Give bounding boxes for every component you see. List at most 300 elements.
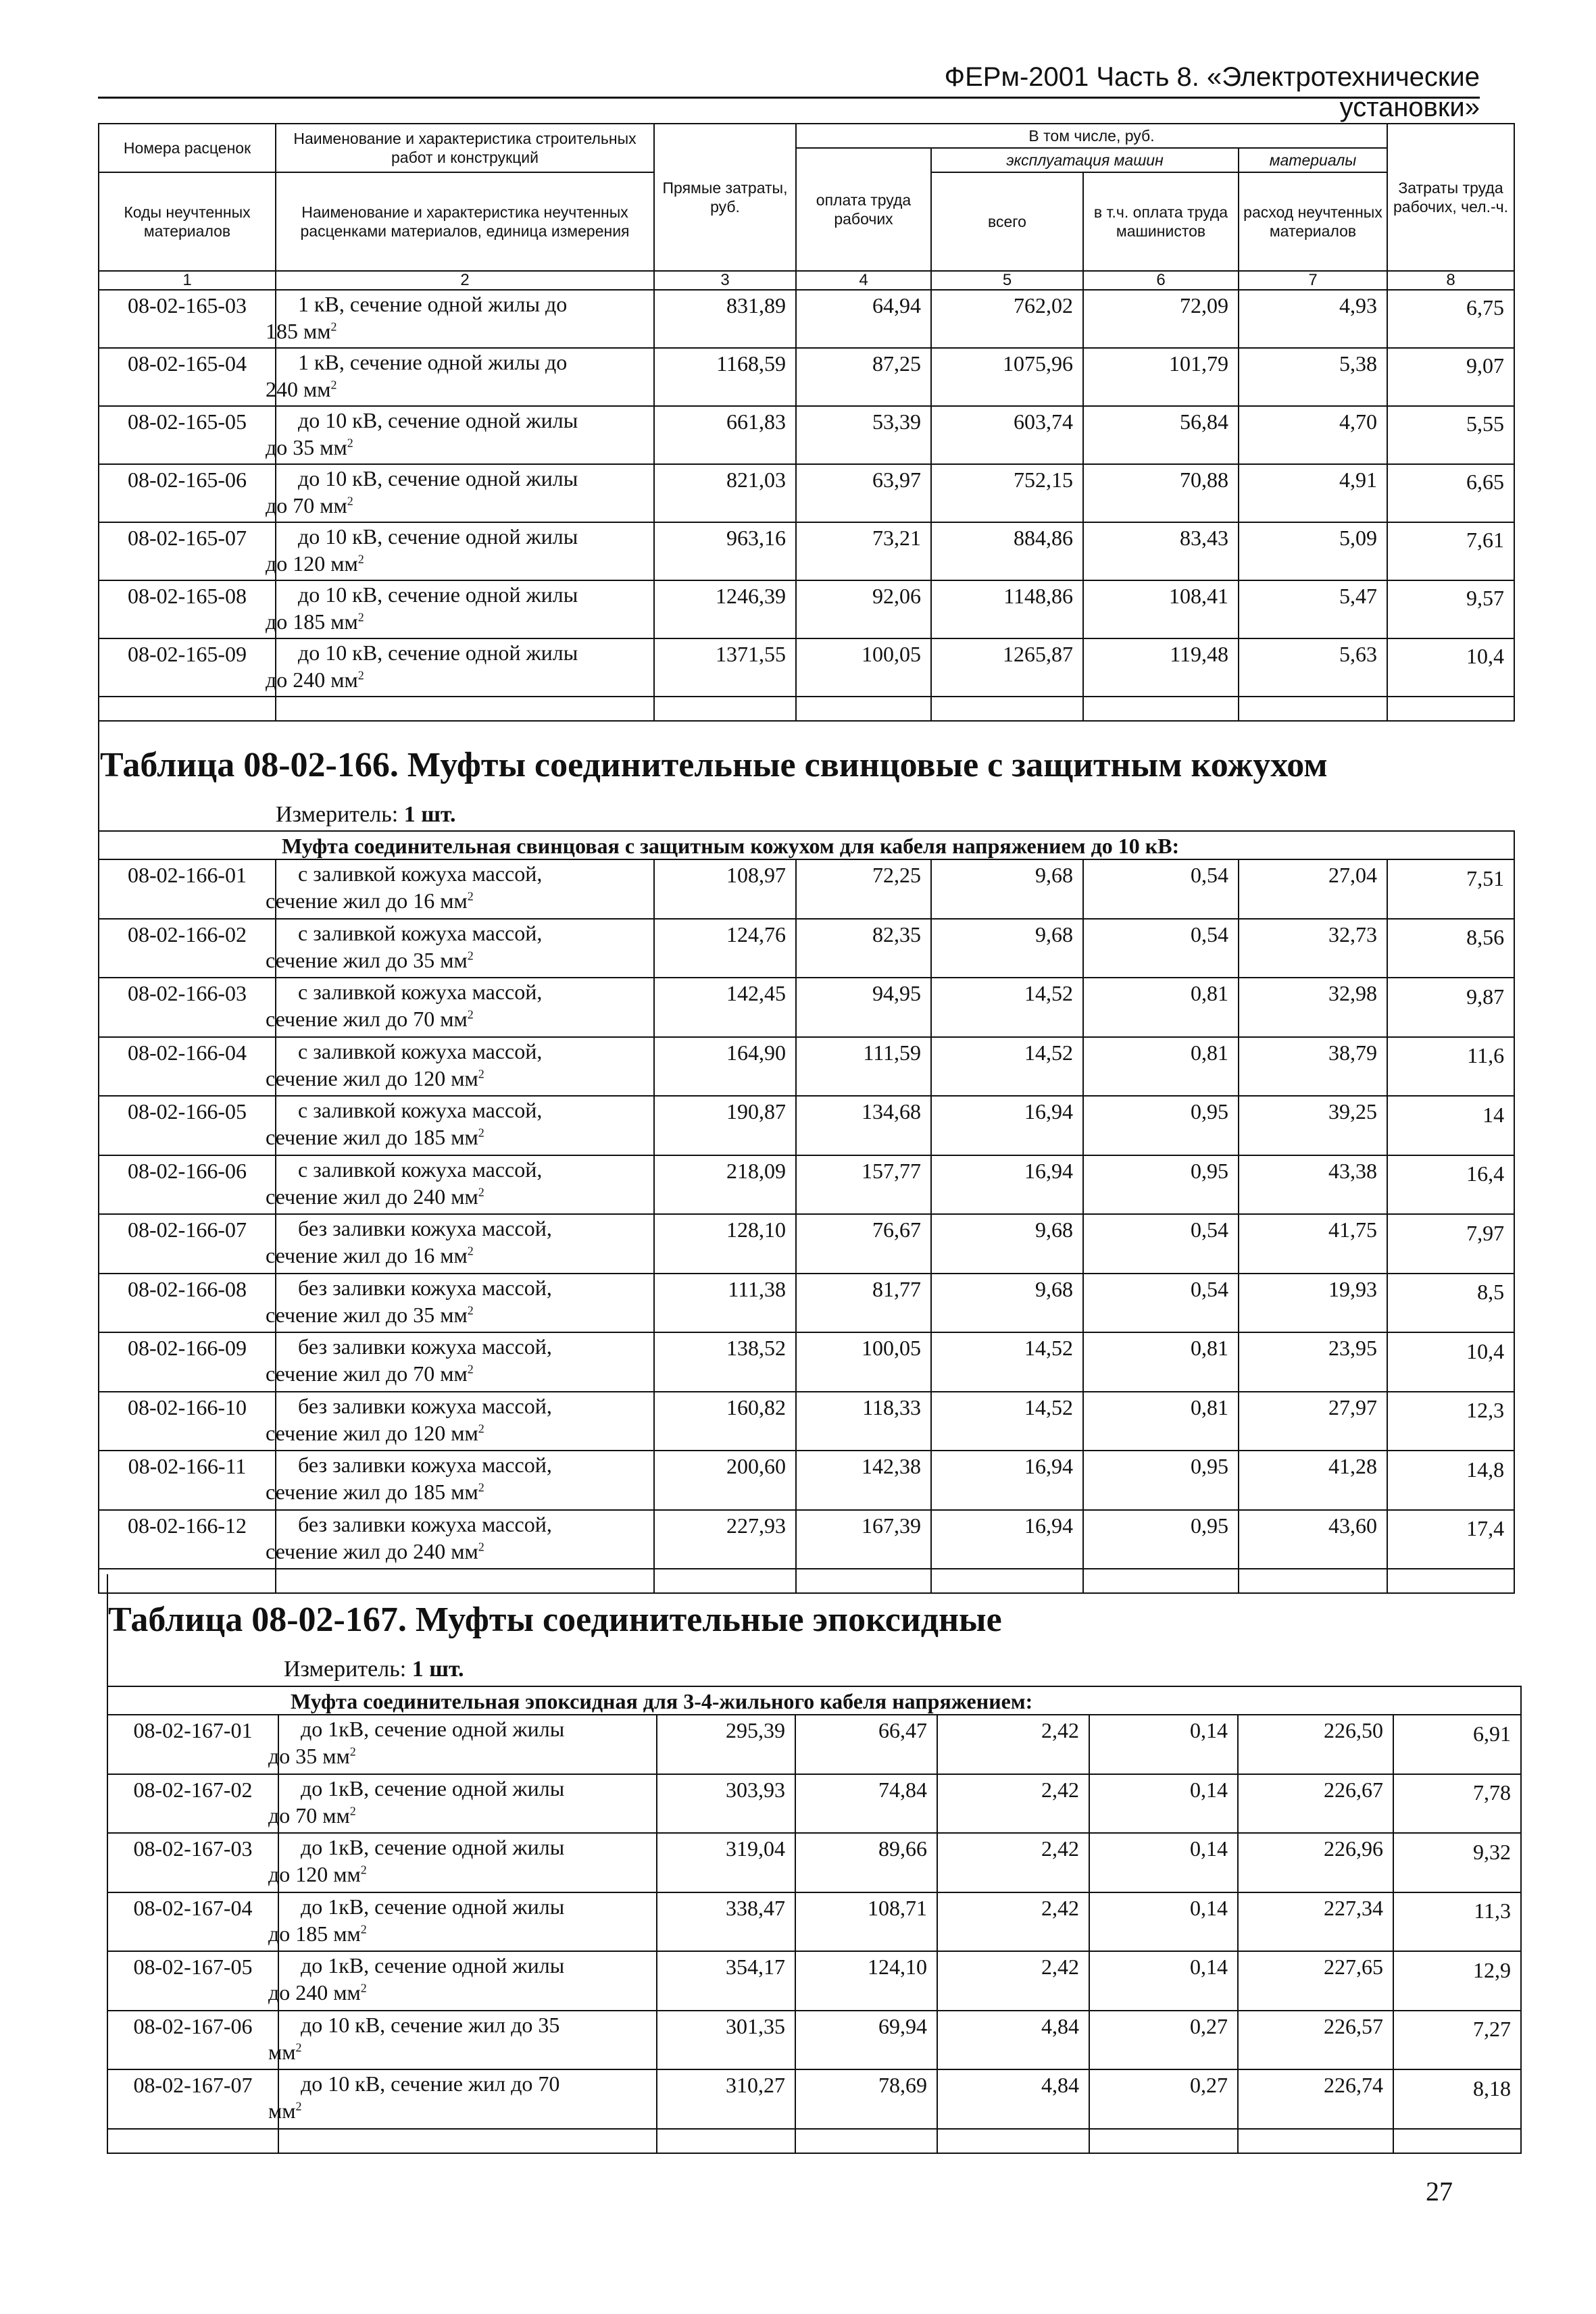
description-line-2: до 70 мм bbox=[266, 493, 347, 518]
hdr-operator-pay: в т.ч. оплата труда машинистов bbox=[1083, 172, 1239, 271]
table-row bbox=[107, 2011, 1521, 2070]
description-line-1: 1 кВ, сечение одной жилы до bbox=[298, 292, 568, 316]
machines-total-value: 9,68 bbox=[931, 1274, 1083, 1333]
description-line-2: 185 мм bbox=[266, 319, 331, 343]
machines-total-value: 9,68 bbox=[931, 859, 1083, 919]
material-consumption-value: 38,79 bbox=[1239, 1037, 1387, 1097]
material-consumption-value: 4,91 bbox=[1239, 464, 1387, 522]
worker-pay-value: 134,68 bbox=[796, 1096, 931, 1155]
labor-hours-value: 14 bbox=[1387, 1096, 1514, 1155]
worker-pay-value: 82,35 bbox=[796, 919, 931, 978]
direct-costs-value: 218,09 bbox=[654, 1155, 796, 1215]
direct-costs-value: 128,10 bbox=[654, 1214, 796, 1274]
material-consumption-value: 41,75 bbox=[1239, 1214, 1387, 1274]
rate-code: 08-02-165-03 bbox=[99, 290, 276, 348]
labor-hours-value: 11,6 bbox=[1387, 1037, 1514, 1097]
rate-code: 08-02-165-04 bbox=[99, 348, 276, 406]
description-line-1: без заливки кожуха массой, bbox=[298, 1453, 552, 1477]
direct-costs-value: 160,82 bbox=[654, 1392, 796, 1451]
rate-description bbox=[266, 1510, 654, 1569]
table-row bbox=[107, 1951, 1521, 2011]
material-consumption-value: 226,74 bbox=[1238, 2069, 1393, 2129]
rate-description bbox=[266, 1155, 654, 1215]
superscript-exponent: 2 bbox=[467, 1007, 474, 1022]
worker-pay-value: 111,59 bbox=[796, 1037, 931, 1097]
material-consumption-value: 27,97 bbox=[1239, 1392, 1387, 1451]
operator-pay-value: 83,43 bbox=[1083, 522, 1239, 580]
spacer-cell bbox=[276, 697, 654, 721]
rate-code: 08-02-166-02 bbox=[99, 919, 276, 978]
description-line-1: до 10 кВ, сечение одной жилы bbox=[298, 408, 578, 432]
description-line-1: до 10 кВ, сечение одной жилы bbox=[298, 640, 578, 665]
worker-pay-value: 66,47 bbox=[795, 1715, 937, 1774]
rate-code: 08-02-166-09 bbox=[99, 1332, 276, 1392]
rate-code: 08-02-166-11 bbox=[99, 1451, 276, 1510]
spacer-cell bbox=[276, 1569, 654, 1593]
machines-total-value: 9,68 bbox=[931, 1214, 1083, 1274]
rate-description bbox=[268, 1892, 657, 1952]
worker-pay-value: 94,95 bbox=[796, 978, 931, 1037]
labor-hours-value: 5,55 bbox=[1387, 406, 1514, 464]
material-consumption-value: 5,47 bbox=[1239, 580, 1387, 638]
machines-total-value: 16,94 bbox=[931, 1451, 1083, 1510]
spacer-cell bbox=[795, 2129, 937, 2153]
rate-code: 08-02-166-05 bbox=[99, 1096, 276, 1155]
operator-pay-value: 0,81 bbox=[1083, 978, 1239, 1037]
labor-hours-value: 8,5 bbox=[1387, 1274, 1514, 1333]
hdr-materials: материалы bbox=[1239, 148, 1387, 172]
description-line-2: сечение жил до 35 мм bbox=[266, 1302, 468, 1327]
description-line-1: до 1кВ, сечение одной жилы bbox=[301, 1776, 565, 1801]
rate-description bbox=[266, 1037, 654, 1097]
rate-description bbox=[266, 1096, 654, 1155]
rate-description bbox=[266, 580, 654, 638]
direct-costs-value: 310,27 bbox=[657, 2069, 795, 2129]
table-row bbox=[107, 1833, 1521, 1892]
spacer-cell bbox=[931, 697, 1083, 721]
unit-label: Измеритель: bbox=[276, 802, 399, 827]
table-166-title: Таблица 08-02-166. Муфты соединительные свинцовые с защитным кожухом bbox=[100, 746, 1328, 784]
operator-pay-value: 0,95 bbox=[1083, 1155, 1239, 1215]
spacer-cell bbox=[796, 1569, 931, 1593]
table-row bbox=[99, 1392, 1514, 1451]
description-line-2: сечение жил до 185 мм bbox=[266, 1125, 478, 1149]
direct-costs-value: 200,60 bbox=[654, 1451, 796, 1510]
description-line-2: до 185 мм bbox=[268, 1921, 361, 1946]
description-line-1: до 1кВ, сечение одной жилы bbox=[301, 1717, 565, 1741]
labor-hours-value: 9,07 bbox=[1387, 348, 1514, 406]
operator-pay-value: 108,41 bbox=[1083, 580, 1239, 638]
colnum: 4 bbox=[796, 271, 931, 290]
material-consumption-value: 5,09 bbox=[1239, 522, 1387, 580]
rate-description bbox=[266, 978, 654, 1037]
direct-costs-value: 338,47 bbox=[657, 1892, 795, 1952]
superscript-exponent: 2 bbox=[295, 2099, 302, 2113]
operator-pay-value: 0,54 bbox=[1083, 1274, 1239, 1333]
colnum: 6 bbox=[1083, 271, 1239, 290]
description-line-1: с заливкой кожуха массой, bbox=[298, 1038, 543, 1063]
machines-total-value: 1148,86 bbox=[931, 580, 1083, 638]
rate-description bbox=[266, 638, 654, 697]
rate-description bbox=[266, 406, 654, 464]
superscript-exponent: 2 bbox=[467, 1244, 474, 1258]
operator-pay-value: 0,27 bbox=[1089, 2069, 1238, 2129]
hdr-rate-numbers: Номера расценок bbox=[99, 124, 276, 172]
spacer-cell bbox=[654, 697, 796, 721]
rate-description bbox=[268, 2069, 657, 2129]
labor-hours-value: 9,87 bbox=[1387, 978, 1514, 1037]
direct-costs-value: 164,90 bbox=[654, 1037, 796, 1097]
operator-pay-value: 0,14 bbox=[1089, 1774, 1238, 1834]
worker-pay-value: 53,39 bbox=[796, 406, 931, 464]
direct-costs-value: 963,16 bbox=[654, 522, 796, 580]
description-line-1: до 1кВ, сечение одной жилы bbox=[301, 1953, 565, 1978]
hdr-work-name: Наименование и характеристика строительных работ и конструкций bbox=[276, 124, 654, 172]
machines-total-value: 2,42 bbox=[937, 1833, 1089, 1892]
spacer-cell bbox=[1239, 697, 1387, 721]
description-line-2: мм bbox=[268, 2098, 296, 2123]
material-consumption-value: 23,95 bbox=[1239, 1332, 1387, 1392]
hdr-worker-pay: оплата труда рабочих bbox=[796, 148, 931, 271]
worker-pay-value: 81,77 bbox=[796, 1274, 931, 1333]
machines-total-value: 9,68 bbox=[931, 919, 1083, 978]
description-line-1: до 10 кВ, сечение жил до 35 bbox=[301, 2012, 560, 2037]
rate-code: 08-02-166-04 bbox=[99, 1037, 276, 1097]
table-row bbox=[99, 1096, 1514, 1155]
description-line-1: до 1кВ, сечение одной жилы bbox=[301, 1894, 565, 1919]
machines-total-value: 14,52 bbox=[931, 978, 1083, 1037]
superscript-exponent: 2 bbox=[467, 1303, 474, 1317]
description-line-2: сечение жил до 16 мм bbox=[266, 1243, 468, 1267]
description-line-2: сечение жил до 120 мм bbox=[266, 1065, 478, 1090]
rate-code: 08-02-166-10 bbox=[99, 1392, 276, 1451]
spacer-cell bbox=[931, 1569, 1083, 1593]
worker-pay-value: 100,05 bbox=[796, 638, 931, 697]
labor-hours-value: 10,4 bbox=[1387, 1332, 1514, 1392]
table-row bbox=[99, 580, 1514, 638]
direct-costs-value: 124,76 bbox=[654, 919, 796, 978]
material-consumption-value: 41,28 bbox=[1239, 1451, 1387, 1510]
description-line-2: до 35 мм bbox=[266, 435, 347, 459]
description-line-1: 1 кВ, сечение одной жилы до bbox=[298, 350, 568, 374]
operator-pay-value: 56,84 bbox=[1083, 406, 1239, 464]
rate-description bbox=[268, 1715, 657, 1774]
superscript-exponent: 2 bbox=[357, 668, 364, 682]
labor-hours-value: 14,8 bbox=[1387, 1451, 1514, 1510]
direct-costs-value: 108,97 bbox=[654, 859, 796, 919]
direct-costs-value: 142,45 bbox=[654, 978, 796, 1037]
superscript-exponent: 2 bbox=[360, 1863, 367, 1877]
worker-pay-value: 72,25 bbox=[796, 859, 931, 919]
description-line-1: с заливкой кожуха массой, bbox=[298, 1098, 543, 1122]
rate-code: 08-02-166-08 bbox=[99, 1274, 276, 1333]
rate-code: 08-02-166-01 bbox=[99, 859, 276, 919]
column-header bbox=[99, 124, 1514, 290]
rate-description bbox=[266, 290, 654, 348]
description-line-1: без заливки кожуха массой, bbox=[298, 1393, 552, 1418]
direct-costs-value: 301,35 bbox=[657, 2011, 795, 2070]
labor-hours-value: 16,4 bbox=[1387, 1155, 1514, 1215]
hdr-material-name: Наименование и характеристика неучтенных расценками материалов, единица измерения bbox=[276, 172, 654, 271]
table-row bbox=[99, 1274, 1514, 1333]
direct-costs-value: 661,83 bbox=[654, 406, 796, 464]
material-consumption-value: 32,98 bbox=[1239, 978, 1387, 1037]
worker-pay-value: 87,25 bbox=[796, 348, 931, 406]
description-line-2: сечение жил до 120 мм bbox=[266, 1420, 478, 1445]
rate-code: 08-02-165-05 bbox=[99, 406, 276, 464]
spacer-cell bbox=[1387, 697, 1514, 721]
table-row bbox=[99, 1510, 1514, 1569]
table-row bbox=[99, 919, 1514, 978]
description-line-2: сечение жил до 185 мм bbox=[266, 1480, 478, 1504]
spacer-cell bbox=[107, 2129, 278, 2153]
material-consumption-value: 43,38 bbox=[1239, 1155, 1387, 1215]
table-row bbox=[99, 1214, 1514, 1274]
description-line-2: до 120 мм bbox=[266, 551, 358, 576]
material-consumption-value: 39,25 bbox=[1239, 1096, 1387, 1155]
table-row bbox=[107, 2069, 1521, 2129]
operator-pay-value: 72,09 bbox=[1083, 290, 1239, 348]
labor-hours-value: 9,32 bbox=[1393, 1833, 1521, 1892]
superscript-exponent: 2 bbox=[478, 1126, 484, 1140]
labor-hours-value: 10,4 bbox=[1387, 638, 1514, 697]
direct-costs-value: 354,17 bbox=[657, 1951, 795, 2011]
description-line-2: 240 мм bbox=[266, 377, 331, 401]
table-row bbox=[99, 1332, 1514, 1392]
operator-pay-value: 0,54 bbox=[1083, 919, 1239, 978]
hdr-machines-total: всего bbox=[931, 172, 1083, 271]
operator-pay-value: 0,95 bbox=[1083, 1096, 1239, 1155]
colnum: 3 bbox=[654, 271, 796, 290]
colnum: 8 bbox=[1387, 271, 1514, 290]
operator-pay-value: 0,95 bbox=[1083, 1510, 1239, 1569]
direct-costs-value: 138,52 bbox=[654, 1332, 796, 1392]
machines-total-value: 14,52 bbox=[931, 1392, 1083, 1451]
worker-pay-value: 76,67 bbox=[796, 1214, 931, 1274]
description-line-2: до 35 мм bbox=[268, 1744, 350, 1768]
description-line-2: сечение жил до 240 мм bbox=[266, 1538, 478, 1563]
worker-pay-value: 142,38 bbox=[796, 1451, 931, 1510]
rate-description bbox=[266, 1332, 654, 1392]
rate-description bbox=[268, 1774, 657, 1834]
hdr-machines: эксплуатация машин bbox=[931, 148, 1239, 172]
spacer-cell bbox=[937, 2129, 1089, 2153]
colnum: 5 bbox=[931, 271, 1083, 290]
worker-pay-value: 64,94 bbox=[796, 290, 931, 348]
labor-hours-value: 7,51 bbox=[1387, 859, 1514, 919]
superscript-exponent: 2 bbox=[349, 1744, 356, 1759]
rate-code: 08-02-167-07 bbox=[107, 2069, 278, 2129]
rate-description bbox=[266, 348, 654, 406]
machines-total-value: 2,42 bbox=[937, 1715, 1089, 1774]
machines-total-value: 603,74 bbox=[931, 406, 1083, 464]
worker-pay-value: 100,05 bbox=[796, 1332, 931, 1392]
material-consumption-value: 226,50 bbox=[1238, 1715, 1393, 1774]
table-row bbox=[99, 348, 1514, 406]
operator-pay-value: 0,81 bbox=[1083, 1392, 1239, 1451]
direct-costs-value: 295,39 bbox=[657, 1715, 795, 1774]
machines-total-value: 4,84 bbox=[937, 2069, 1089, 2129]
material-consumption-value: 5,38 bbox=[1239, 348, 1387, 406]
rate-code: 08-02-167-06 bbox=[107, 2011, 278, 2070]
rate-description bbox=[266, 919, 654, 978]
description-line-2: до 240 мм bbox=[268, 1980, 361, 2005]
spacer-cell bbox=[1083, 1569, 1239, 1593]
table-167-title: Таблица 08-02-167. Муфты соединительные эпоксидные bbox=[108, 1601, 1002, 1639]
worker-pay-value: 89,66 bbox=[795, 1833, 937, 1892]
description-line-1: до 10 кВ, сечение одной жилы bbox=[298, 524, 578, 549]
machines-total-value: 16,94 bbox=[931, 1155, 1083, 1215]
machines-total-value: 2,42 bbox=[937, 1892, 1089, 1952]
worker-pay-value: 167,39 bbox=[796, 1510, 931, 1569]
spacer-cell bbox=[278, 2129, 657, 2153]
description-line-1: с заливкой кожуха массой, bbox=[298, 980, 543, 1004]
table-row bbox=[99, 638, 1514, 697]
hdr-material-codes: Коды неучтенных материалов bbox=[99, 172, 276, 271]
material-consumption-value: 226,96 bbox=[1238, 1833, 1393, 1892]
spacer-cell bbox=[657, 2129, 795, 2153]
direct-costs-value: 1246,39 bbox=[654, 580, 796, 638]
description-line-2: сечение жил до 16 мм bbox=[266, 888, 468, 913]
rate-code: 08-02-165-09 bbox=[99, 638, 276, 697]
superscript-exponent: 2 bbox=[360, 1981, 367, 1995]
machines-total-value: 762,02 bbox=[931, 290, 1083, 348]
description-line-2: мм bbox=[268, 2039, 296, 2064]
spacer-cell bbox=[796, 697, 931, 721]
operator-pay-value: 119,48 bbox=[1083, 638, 1239, 697]
colnum: 2 bbox=[276, 271, 654, 290]
superscript-exponent: 2 bbox=[478, 1480, 484, 1494]
labor-hours-value: 12,9 bbox=[1393, 1951, 1521, 2011]
worker-pay-value: 78,69 bbox=[795, 2069, 937, 2129]
spacer-cell bbox=[654, 1569, 796, 1593]
operator-pay-value: 0,54 bbox=[1083, 859, 1239, 919]
table-row bbox=[99, 859, 1514, 919]
spacer-cell bbox=[1238, 2129, 1393, 2153]
table-166-subheading: Муфта соединительная свинцовая с защитным кожухом для кабеля напряжением до 10 кВ: bbox=[99, 831, 1514, 859]
rate-description bbox=[268, 1833, 657, 1892]
table-row bbox=[99, 1451, 1514, 1510]
labor-hours-value: 8,18 bbox=[1393, 2069, 1521, 2129]
description-line-1: без заливки кожуха массой, bbox=[298, 1216, 552, 1240]
table-row bbox=[99, 464, 1514, 522]
rate-code: 08-02-167-02 bbox=[107, 1774, 278, 1834]
worker-pay-value: 124,10 bbox=[795, 1951, 937, 2011]
superscript-exponent: 2 bbox=[478, 1421, 484, 1435]
table-167-unit bbox=[284, 1657, 464, 1682]
superscript-exponent: 2 bbox=[467, 948, 474, 962]
description-line-2: сечение жил до 70 мм bbox=[266, 1361, 468, 1386]
description-line-1: до 10 кВ, сечение одной жилы bbox=[298, 466, 578, 491]
labor-hours-value: 7,97 bbox=[1387, 1214, 1514, 1274]
table-row bbox=[99, 1037, 1514, 1097]
worker-pay-value: 63,97 bbox=[796, 464, 931, 522]
description-line-2: до 240 мм bbox=[266, 668, 358, 692]
operator-pay-value: 0,14 bbox=[1089, 1951, 1238, 2011]
rate-code: 08-02-165-07 bbox=[99, 522, 276, 580]
worker-pay-value: 92,06 bbox=[796, 580, 931, 638]
description-line-1: с заливкой кожуха массой, bbox=[298, 920, 543, 945]
description-line-2: до 120 мм bbox=[268, 1862, 361, 1886]
unit-value: 1 шт. bbox=[412, 1657, 464, 1682]
rate-description bbox=[268, 2011, 657, 2070]
labor-hours-value: 6,65 bbox=[1387, 464, 1514, 522]
operator-pay-value: 0,27 bbox=[1089, 2011, 1238, 2070]
table-row bbox=[107, 1892, 1521, 1952]
rate-code: 08-02-166-12 bbox=[99, 1510, 276, 1569]
material-consumption-value: 43,60 bbox=[1239, 1510, 1387, 1569]
labor-hours-value: 6,75 bbox=[1387, 290, 1514, 348]
hdr-material-consumption: расход неучтенных материалов bbox=[1239, 172, 1387, 271]
machines-total-value: 4,84 bbox=[937, 2011, 1089, 2070]
description-line-1: без заливки кожуха массой, bbox=[298, 1334, 552, 1359]
worker-pay-value: 157,77 bbox=[796, 1155, 931, 1215]
hdr-labor-hours: Затраты труда рабочих, чел.-ч. bbox=[1387, 124, 1514, 271]
labor-hours-value: 17,4 bbox=[1387, 1510, 1514, 1569]
spacer-cell bbox=[1387, 1569, 1514, 1593]
rate-description bbox=[266, 1392, 654, 1451]
operator-pay-value: 0,14 bbox=[1089, 1892, 1238, 1952]
material-consumption-value: 226,67 bbox=[1238, 1774, 1393, 1834]
material-consumption-value: 226,57 bbox=[1238, 2011, 1393, 2070]
description-line-2: до 185 мм bbox=[266, 609, 358, 634]
column-numbers bbox=[99, 271, 1514, 290]
hdr-including: В том числе, руб. bbox=[796, 124, 1387, 148]
spacer-cell bbox=[1239, 1569, 1387, 1593]
table-166-unit bbox=[276, 802, 456, 828]
running-head: ФЕРм-2001 Часть 8. «Электротехнические установки» bbox=[944, 62, 1480, 122]
labor-hours-value: 12,3 bbox=[1387, 1392, 1514, 1451]
operator-pay-value: 0,14 bbox=[1089, 1833, 1238, 1892]
spacer-cell bbox=[1089, 2129, 1238, 2153]
superscript-exponent: 2 bbox=[467, 1362, 474, 1376]
spacer-cell bbox=[1083, 697, 1239, 721]
rate-description bbox=[266, 1451, 654, 1510]
material-consumption-value: 227,34 bbox=[1238, 1892, 1393, 1952]
table-row bbox=[99, 978, 1514, 1037]
table-row bbox=[99, 406, 1514, 464]
rate-description bbox=[266, 859, 654, 919]
direct-costs-value: 831,89 bbox=[654, 290, 796, 348]
rate-description bbox=[266, 1274, 654, 1333]
worker-pay-value: 69,94 bbox=[795, 2011, 937, 2070]
page-number: 27 bbox=[1426, 2176, 1453, 2207]
unit-value: 1 шт. bbox=[403, 802, 456, 827]
table-row bbox=[107, 1715, 1521, 1774]
labor-hours-value: 7,61 bbox=[1387, 522, 1514, 580]
rate-code: 08-02-167-03 bbox=[107, 1833, 278, 1892]
rate-code: 08-02-167-04 bbox=[107, 1892, 278, 1952]
direct-costs-value: 821,03 bbox=[654, 464, 796, 522]
labor-hours-value: 7,78 bbox=[1393, 1774, 1521, 1834]
machines-total-value: 884,86 bbox=[931, 522, 1083, 580]
material-consumption-value: 5,63 bbox=[1239, 638, 1387, 697]
superscript-exponent: 2 bbox=[360, 1921, 367, 1936]
direct-costs-value: 1371,55 bbox=[654, 638, 796, 697]
operator-pay-value: 0,54 bbox=[1083, 1214, 1239, 1274]
material-consumption-value: 4,93 bbox=[1239, 290, 1387, 348]
material-consumption-value: 227,65 bbox=[1238, 1951, 1393, 2011]
description-line-1: до 10 кВ, сечение жил до 70 bbox=[301, 2071, 560, 2096]
rate-code: 08-02-166-07 bbox=[99, 1214, 276, 1274]
table-spacer bbox=[107, 2129, 1521, 2153]
description-line-1: до 10 кВ, сечение одной жилы bbox=[298, 582, 578, 607]
rate-code: 08-02-167-01 bbox=[107, 1715, 278, 1774]
table-frame bbox=[98, 709, 99, 831]
operator-pay-value: 0,95 bbox=[1083, 1451, 1239, 1510]
table-spacer bbox=[99, 1569, 1514, 1593]
spacer-cell bbox=[1393, 2129, 1521, 2153]
